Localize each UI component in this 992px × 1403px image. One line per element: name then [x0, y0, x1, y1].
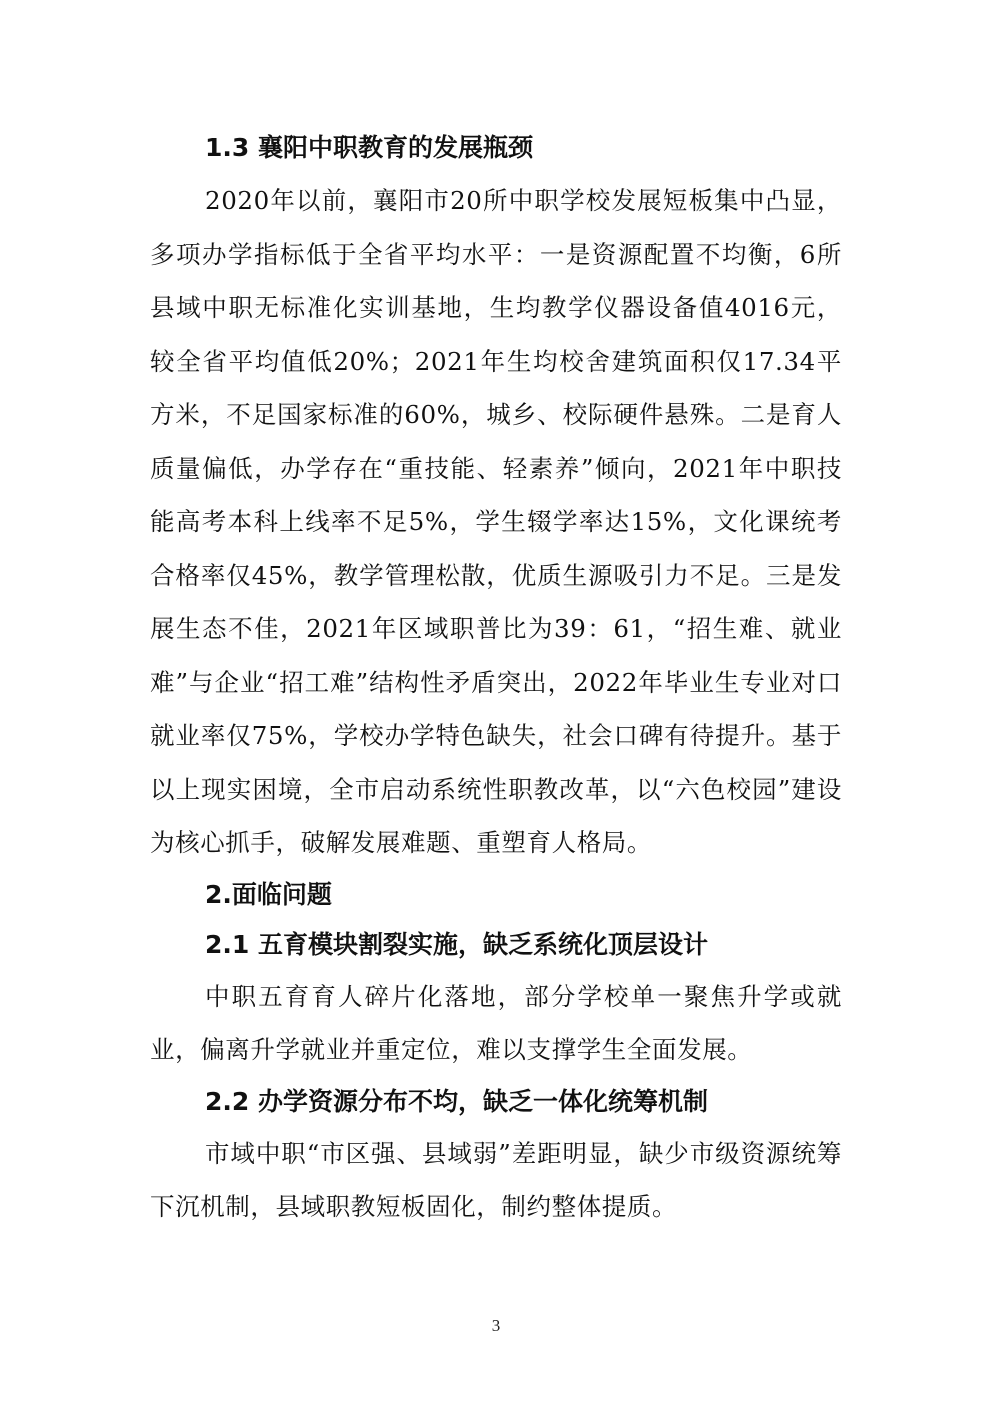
section-heading-1-3: 1.3 襄阳中职教育的发展瓶颈	[205, 133, 533, 162]
paragraph-resource-distribution: 市域中职“市区强、县域弱”差距明显，缺少市级资源统筹下沉机制，县域职教短板固化，制约整体提质。	[150, 1138, 842, 1221]
section-heading-2: 2.面临问题	[205, 879, 332, 909]
section-heading-2-2: 2.2 办学资源分布不均，缺乏一体化统筹机制	[205, 1086, 708, 1116]
paragraph-five-education-modules: 中职五育育人碎片化落地，部分学校单一聚焦升学或就业，偏离升学就业并重定位，难以支撑学生全面发展。	[150, 981, 842, 1064]
section-heading-2-1: 2.1 五育模块割裂实施，缺乏系统化顶层设计	[205, 929, 708, 959]
page-number: 3	[491, 1316, 501, 1335]
paragraph-development-bottleneck: 2020年以前，襄阳市20所中职学校发展短板集中凸显，多项办学指标低于全省平均水平：一是资源配置不均衡，6所县域中职无标准化实训基地，生均教学仪器设备值4016元，较全省平均值低20%；2021年生均校舍建筑面积仅17.34平方米，不足国家标准的60%，城乡、校际硬件悬殊。二是育人质量偏低，办学存在“重技能、轻素养”倾向，2021年中职技能高考本科上线率不足5%，学生辍学率达15%，文化课统考合格率仅45%，教学管理松散，优质生源吸引力不足。三是发展生态不佳，2021年区域职普比为39：61，“招生难、就业难”与企业“招工难”结构性矛盾突出，2022年毕业生专业对口就业率仅75%，学校办学特色缺失，社会口碑有待提升。基于以上现实困境，全市启动系统性职教改革，以“六色校园”建设为核心抓手，破解发展难题、重塑育人格局。	[150, 186, 842, 857]
document-body	[150, 122, 842, 1234]
